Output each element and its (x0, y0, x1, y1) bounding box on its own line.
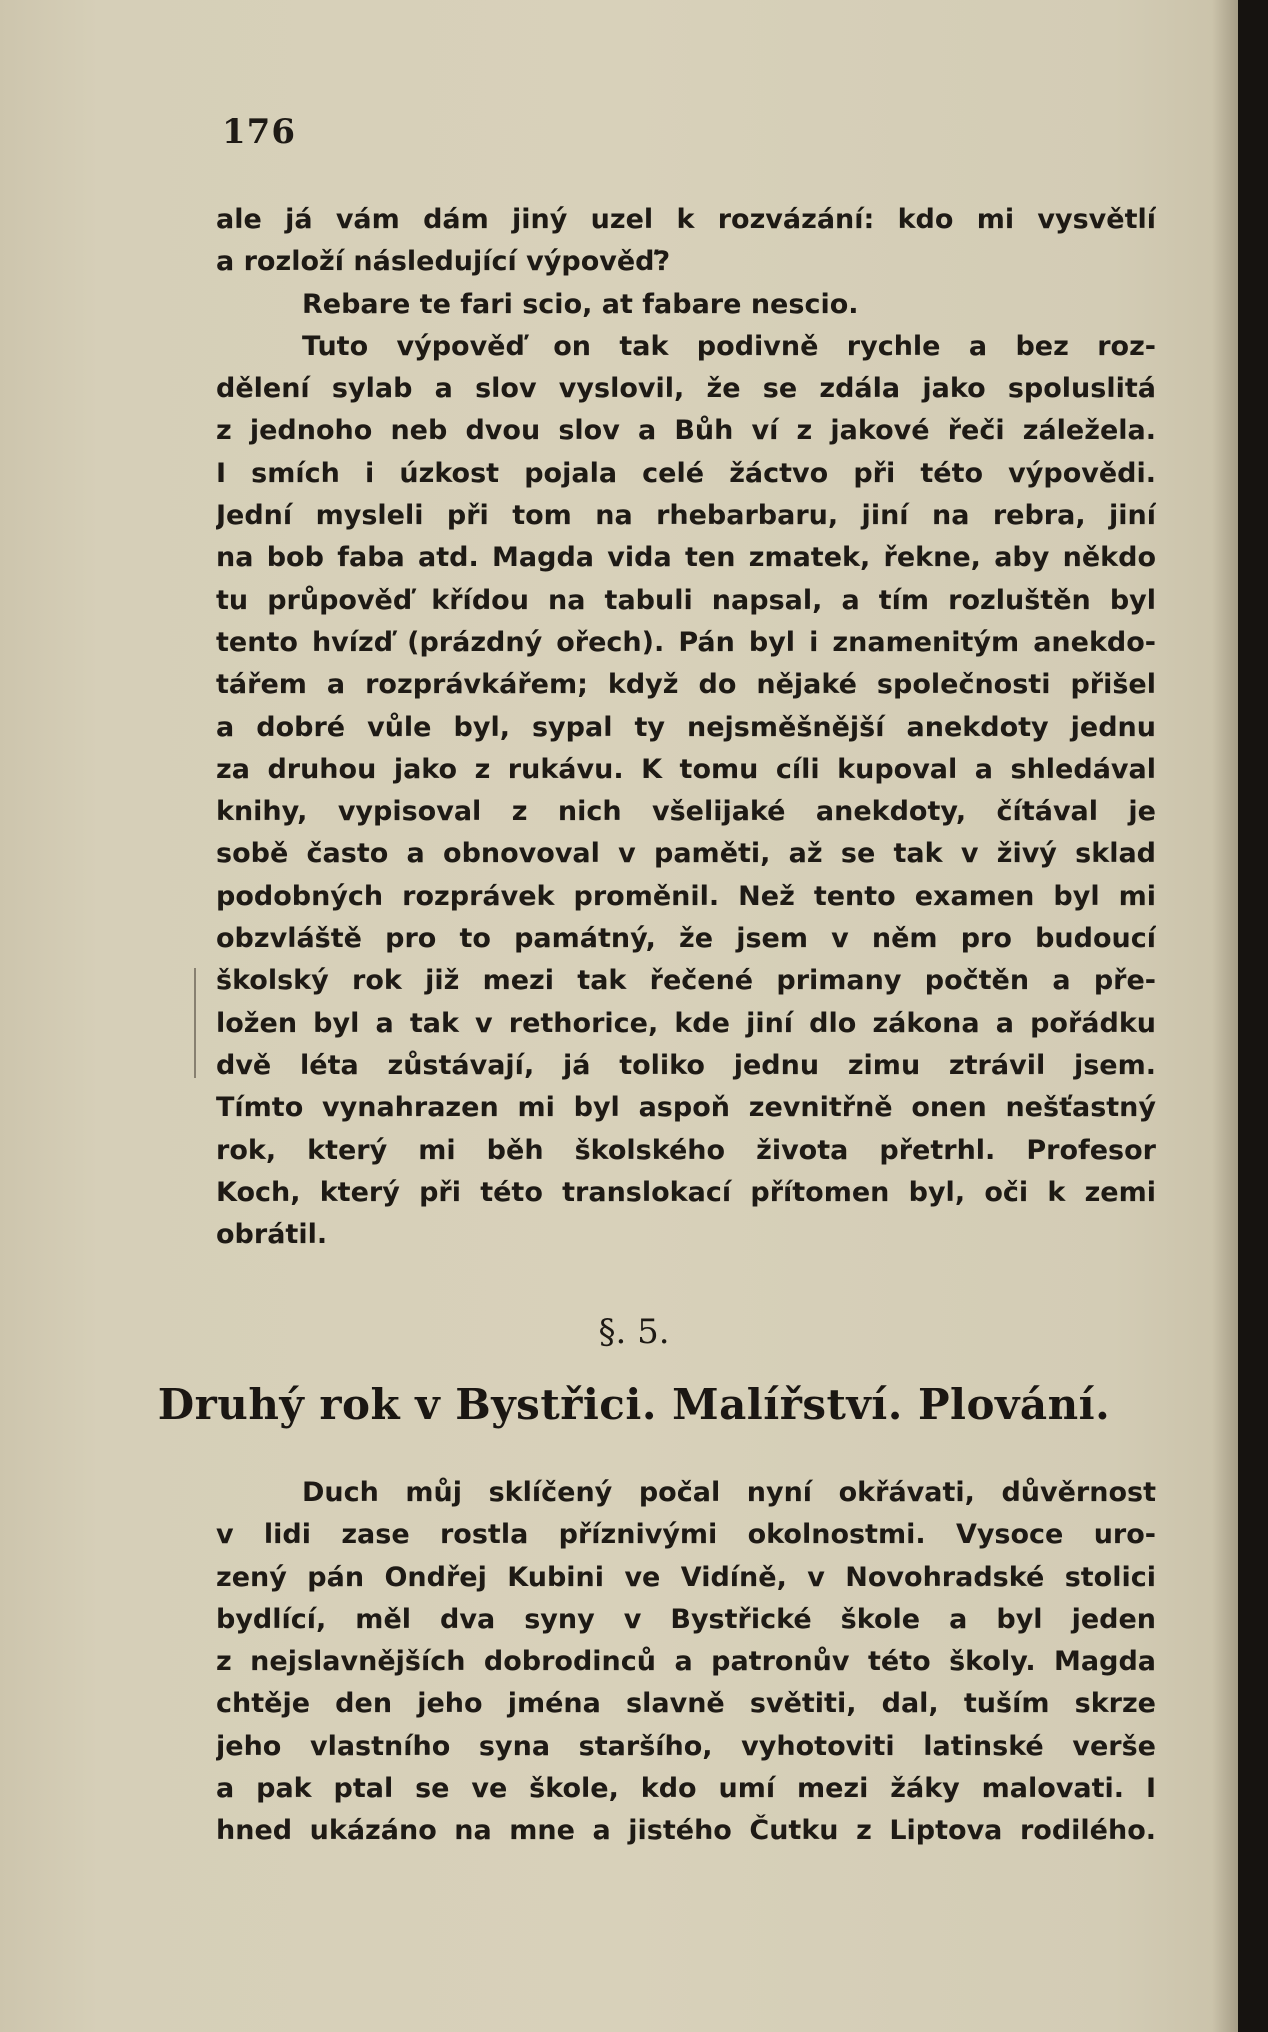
text-line: obzvláště pro to památný, že jsem v něm pro budoucí (216, 923, 1156, 955)
text-line: Tuto výpověď on tak podivně rychle a bez roz- (302, 330, 1156, 362)
text-line: knihy, vypisoval z nich všelijaké anekdoty, čítával je (216, 796, 1156, 828)
text-line: školský rok již mezi tak řečené primany počtěn a pře- (216, 965, 1156, 997)
text-line: zený pán Ondřej Kubini ve Vidíně, v Novohradské stolici (216, 1561, 1156, 1593)
text-line: tento hvízď (prázdný ořech). Pán byl i znamenitým anekdo- (216, 626, 1156, 658)
text-line: chtěje den jeho jména slavně světiti, dal, tuším skrze (216, 1688, 1156, 1720)
text-line: z nejslavnějších dobrodinců a patronův této školy. Magda (216, 1646, 1156, 1678)
text-line: za druhou jako z rukávu. K tomu cíli kupoval a shledával (216, 753, 1156, 785)
page-number: 176 (222, 112, 296, 152)
text-line: sobě často a obnovoval v paměti, až se tak v živý sklad (216, 838, 1156, 870)
text-line: jeho vlastního syna staršího, vyhotoviti latinské verše (216, 1730, 1156, 1762)
text-line: Duch můj sklíčený počal nyní okřávati, důvěrnost (302, 1477, 1156, 1508)
text-line: tářem a rozprávkářem; když do nějaké společnosti přišel (216, 669, 1156, 701)
text-line: Jední mysleli při tom na rhebarbaru, jiní na rebra, jiní (216, 500, 1156, 532)
text-line: Rebare te fari scio, at fabare nescio. (302, 288, 859, 320)
text-line: bydlící, měl dva syny v Bystřické škole a byl jeden (216, 1603, 1156, 1635)
text-line: Koch, který při této translokací přítomen byl, oči k zemi (216, 1176, 1156, 1208)
text-line: a dobré vůle byl, sypal ty nejsměšnější anekdoty jednu (216, 711, 1156, 743)
text-line: dvě léta zůstávají, já toliko jednu zimu ztrávil jsem. (216, 1049, 1156, 1081)
page-spine-shadow (1212, 0, 1238, 2032)
text-line: dělení sylab a slov vyslovil, že se zdála jako spoluslitá (216, 373, 1156, 405)
text-line: na bob faba atd. Magda vida ten zmatek, řekne, aby někdo (216, 542, 1156, 574)
text-line: ale já vám dám jiný uzel k rozvázání: kdo mi vysvětlí (216, 204, 1156, 235)
text-line: Tímto vynahrazen mi byl aspoň zevnitřně onen nešťastný (216, 1092, 1156, 1124)
margin-mark (194, 968, 196, 1078)
text-line: obrátil. (216, 1219, 328, 1251)
text-line: podobných rozprávek proměnil. Než tento examen byl mi (216, 880, 1156, 912)
text-line: hned ukázáno na mne a jistého Čutku z Liptova rodilého. (216, 1815, 1156, 1847)
text-line: v lidi zase rostla příznivými okolnostmi. Vysoce uro- (216, 1519, 1156, 1551)
text-block-top (216, 199, 1156, 1256)
section-title: Druhý rok v Bystřici. Malířství. Plování. (157, 1380, 1111, 1429)
text-line: a pak ptal se ve škole, kdo umí mezi žáky malovati. I (216, 1773, 1156, 1805)
text-line: I smích i úzkost pojala celé žáctvo při této výpovědi. (216, 457, 1156, 489)
text-block-bottom (216, 1472, 1156, 1853)
paragraph-4 (216, 1472, 1156, 1853)
paragraph-3 (216, 326, 1156, 1257)
paragraph-1 (216, 199, 1156, 284)
paragraph-2 (216, 284, 1156, 326)
text-line: rok, který mi běh školského života přetrhl. Profesor (216, 1134, 1156, 1166)
text-line: tu průpověď křídou na tabuli napsal, a tím rozluštěn byl (216, 584, 1156, 616)
text-line: ložen byl a tak v rethorice, kde jiní dlo zákona a pořádku (216, 1007, 1156, 1039)
text-line: a rozloží následující výpověď? (216, 246, 671, 278)
section-number: §. 5. (598, 1312, 670, 1352)
text-line: z jednoho neb dvou slov a Bůh ví z jakové řeči záležela. (216, 415, 1156, 447)
